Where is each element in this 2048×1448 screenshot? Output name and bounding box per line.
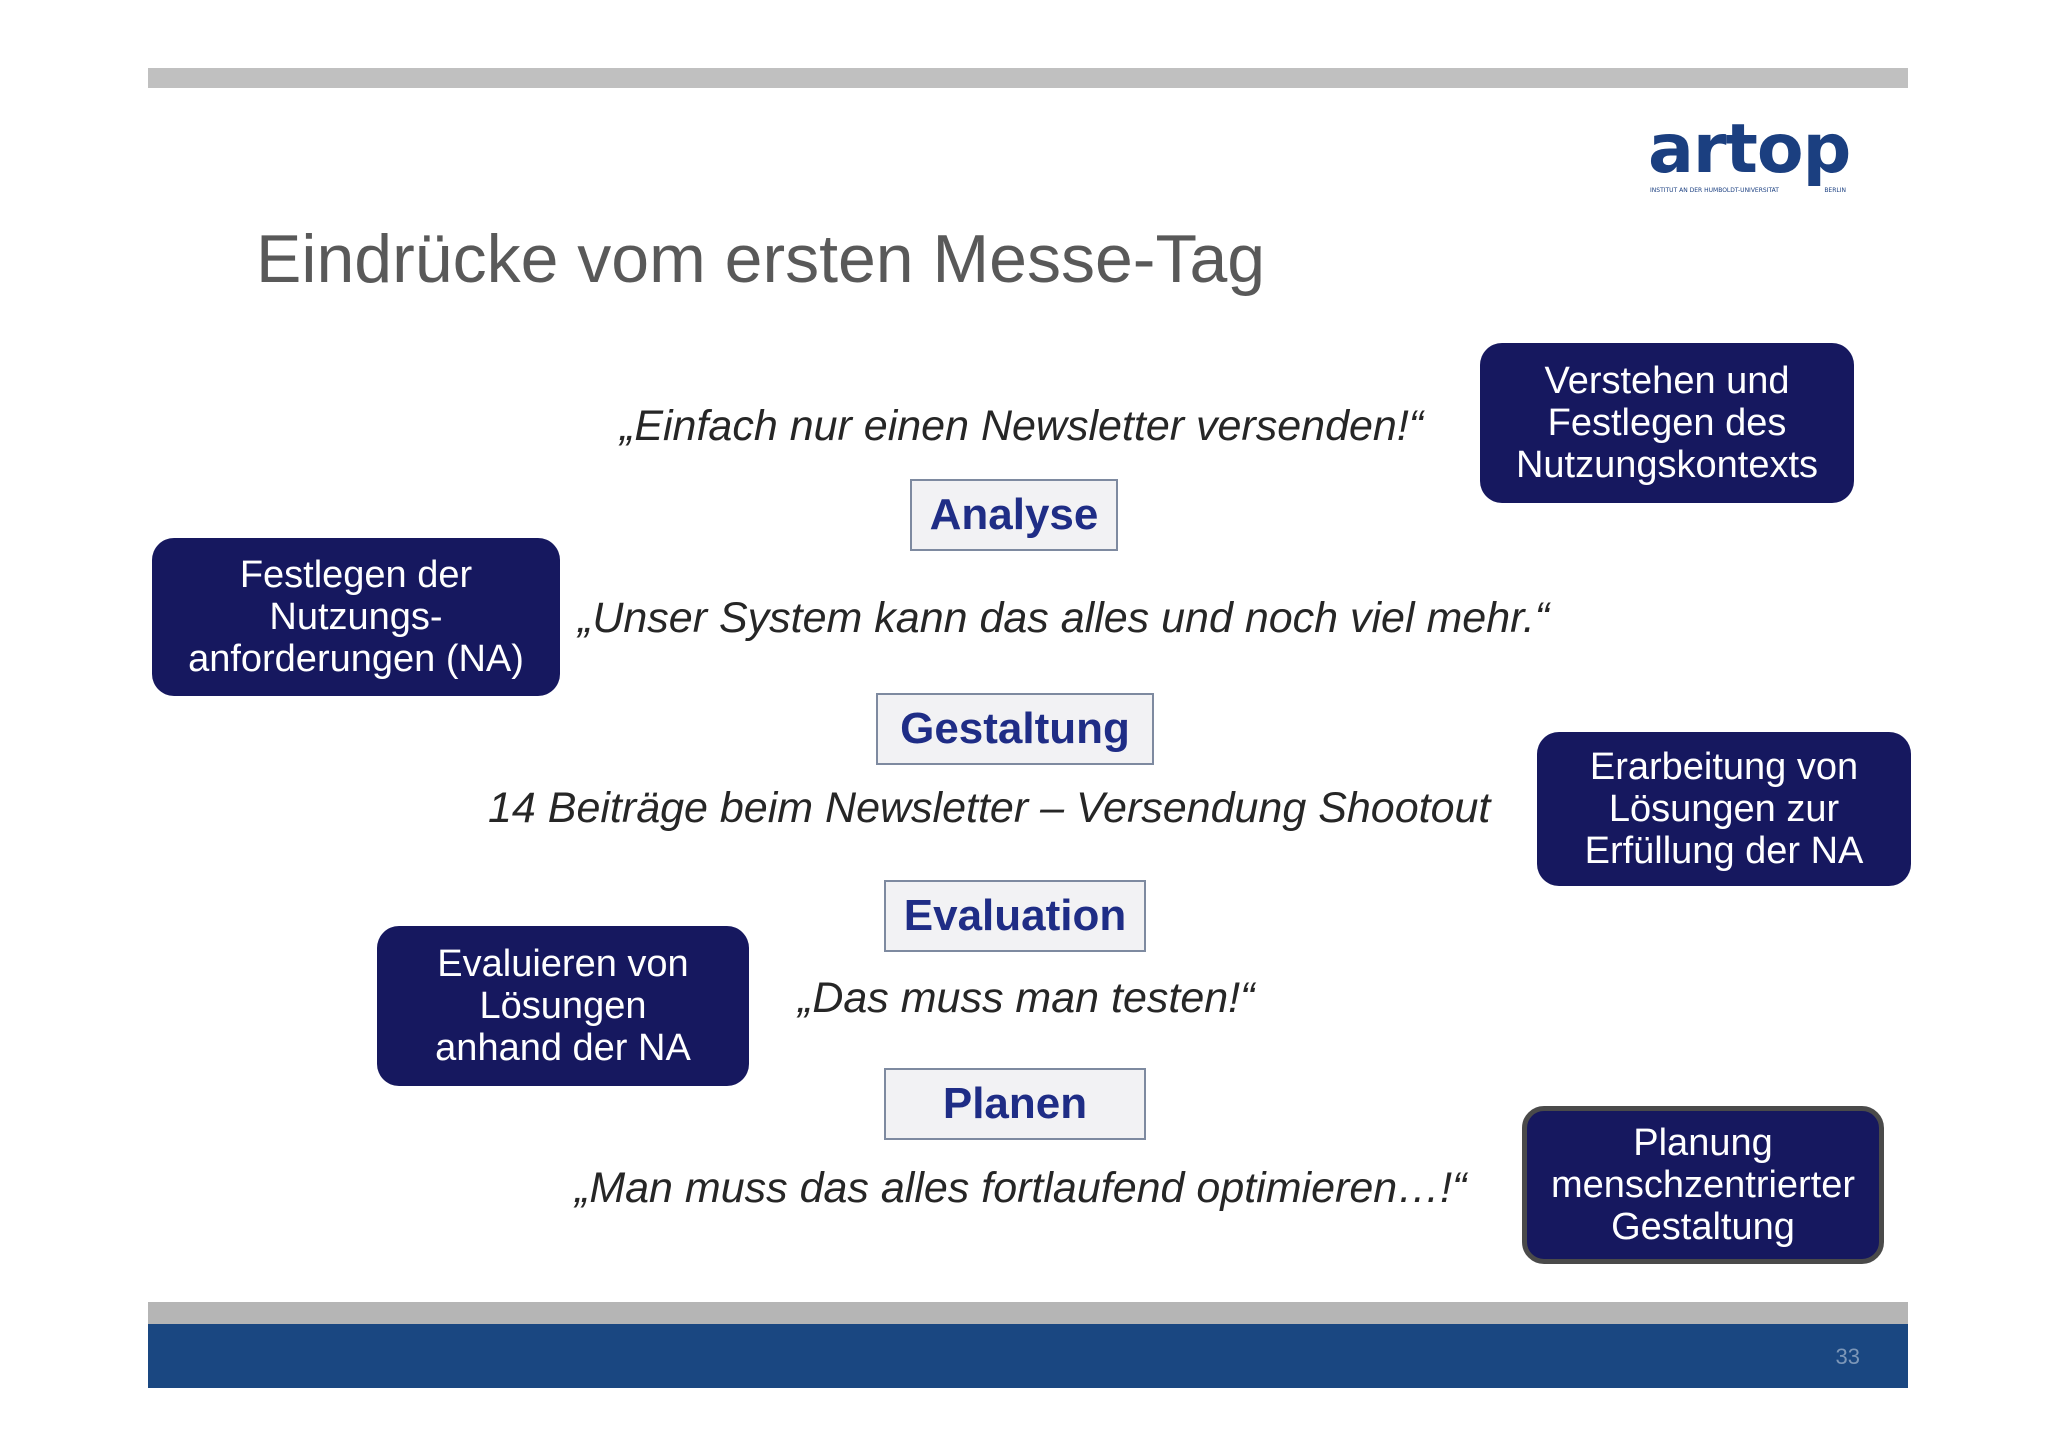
note-line: Planung (1633, 1122, 1773, 1164)
note-nutzungskontext (1480, 343, 1854, 503)
step-evaluation: Evaluation (884, 880, 1146, 952)
note-evaluieren (377, 926, 749, 1086)
quote-testen: „Das muss man testen!“ (798, 974, 1255, 1022)
footer-blue-bar (148, 1324, 1908, 1388)
note-line: anhand der NA (435, 1027, 691, 1069)
quote-shootout: 14 Beiträge beim Newsletter – Versendung Shootout (488, 784, 1491, 832)
artop-logo (1648, 110, 1851, 202)
note-line: Festlegen des (1547, 402, 1787, 444)
step-planen: Planen (884, 1068, 1146, 1140)
footer-gray-bar (148, 1302, 1908, 1324)
note-line: Nutzungs- (269, 596, 443, 638)
quote-newsletter: „Einfach nur einen Newsletter versenden!“ (620, 402, 1424, 450)
slide-title: Eindrücke vom ersten Messe-Tag (256, 221, 1266, 297)
note-line: Nutzungskontexts (1515, 444, 1819, 486)
note-line: Erarbeitung von (1589, 746, 1859, 788)
page-number: 33 (1835, 1344, 1860, 1369)
step-analyse: Analyse (910, 479, 1118, 551)
note-line: Festlegen der (239, 554, 473, 596)
note-line: anforderungen (NA) (188, 638, 524, 680)
note-line: menschzentrierter (1550, 1164, 1856, 1206)
quote-system: „Unser System kann das alles und noch viel mehr.“ (578, 594, 1550, 642)
note-line: Erfüllung der NA (1584, 830, 1864, 872)
note-line: Lösungen zur (1608, 788, 1840, 830)
note-loesungen (1537, 732, 1911, 886)
quote-optimieren: „Man muss das alles fortlaufend optimieren…!“ (575, 1164, 1467, 1212)
logo-tagline (1650, 187, 1846, 194)
top-divider-bar (148, 68, 1908, 88)
note-line: Evaluieren von (437, 943, 689, 985)
logo-wordmark: artop (1648, 110, 1851, 189)
step-gestaltung: Gestaltung (876, 693, 1154, 765)
note-planung (1522, 1106, 1884, 1264)
note-line: Lösungen (479, 985, 647, 1027)
note-anforderungen (152, 538, 560, 696)
note-line: Gestaltung (1611, 1206, 1795, 1248)
logo-tagline-left: INSTITUT AN DER HUMBOLDT-UNIVERSITÄT (1650, 187, 1779, 194)
note-line: Verstehen und (1544, 360, 1790, 402)
logo-tagline-right: BERLIN (1824, 187, 1846, 194)
